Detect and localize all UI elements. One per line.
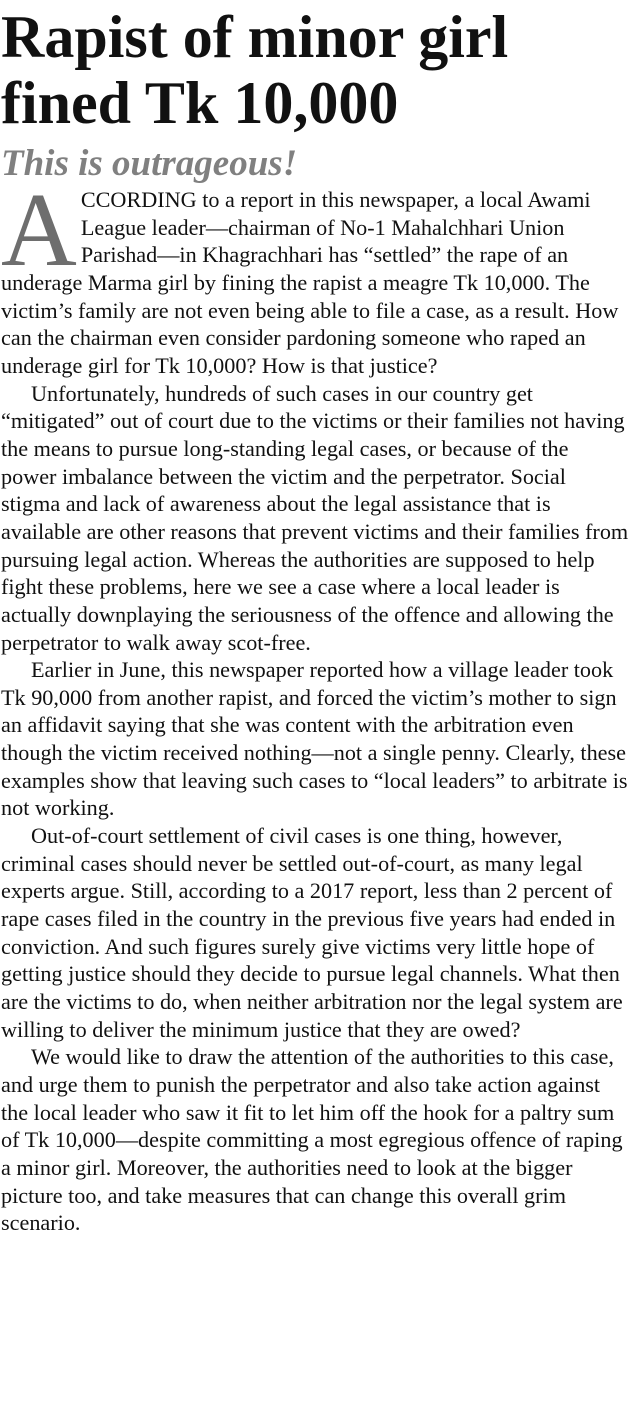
drop-cap: A	[1, 171, 77, 288]
paragraph-1-text: CCORDING to a report in this newspaper, a local Awami League leader—chairman of No-1 Mahalchhari Union Parishad—in Khagrachhari has “settled” the rape of an underage Marma girl by fining the rapist a meagre Tk 10,000. The victim’s family are not even being able to file a case, as a result. How can the chairman even consider pardoning someone who raped an underage girl for Tk 10,000? How is that justice?	[1, 187, 619, 378]
article-body	[1, 171, 629, 1237]
paragraph-3: Earlier in June, this newspaper reported how a village leader took Tk 90,000 from another rapist, and forced the victim’s mother to sign an affidavit saying that she was content with the arbitration even though the victim received nothing—not a single penny. Clearly, these examples show that leaving such cases to “local leaders” to arbitrate is not working.	[1, 657, 628, 821]
headline	[1, 4, 629, 136]
paragraph-1	[1, 171, 629, 380]
headline-line-1: Rapist of minor girl	[1, 4, 509, 70]
headline-line-2: fined Tk 10,000	[1, 70, 399, 136]
subheadline: This is outrageous!	[1, 143, 298, 184]
paragraph-2: Unfortunately, hundreds of such cases in our country get “mitigated” out of court due to the victims or their families not having the means to pursue long-standing legal cases, or because of the power imbalance between the victim and the perpetrator. Social stigma and lack of awareness about the legal assistance that is available are other reasons that prevent victims and their families from pursuing legal action. Whereas the authorities are supposed to help fight these problems, here we see a case where a local leader is actually downplaying the seriousness of the offence and allowing the perpetrator to walk away scot-free.	[1, 380, 629, 655]
paragraph-4: Out-of-court settlement of civil cases is one thing, however, criminal cases should never be settled out-of-court, as many legal experts argue. Still, according to a 2017 report, less than 2 percent of rape cases filed in the country in the previous five years had ended in conviction. And such figures surely give victims very little hope of getting justice should they decide to pursue legal channels. What then are the victims to do, when neither arbitration nor the legal system are willing to deliver the minimum justice that they are owed?	[1, 823, 623, 1042]
paragraph-5: We would like to draw the attention of the authorities to this case, and urge them to punish the perpetrator and also take action against the local leader who saw it fit to let him off the hook for a paltry sum of Tk 10,000—despite committing a most egregious offence of raping a minor girl. Moreover, the authorities need to look at the bigger picture too, and take measures that can change this overall grim scenario.	[1, 1044, 623, 1236]
